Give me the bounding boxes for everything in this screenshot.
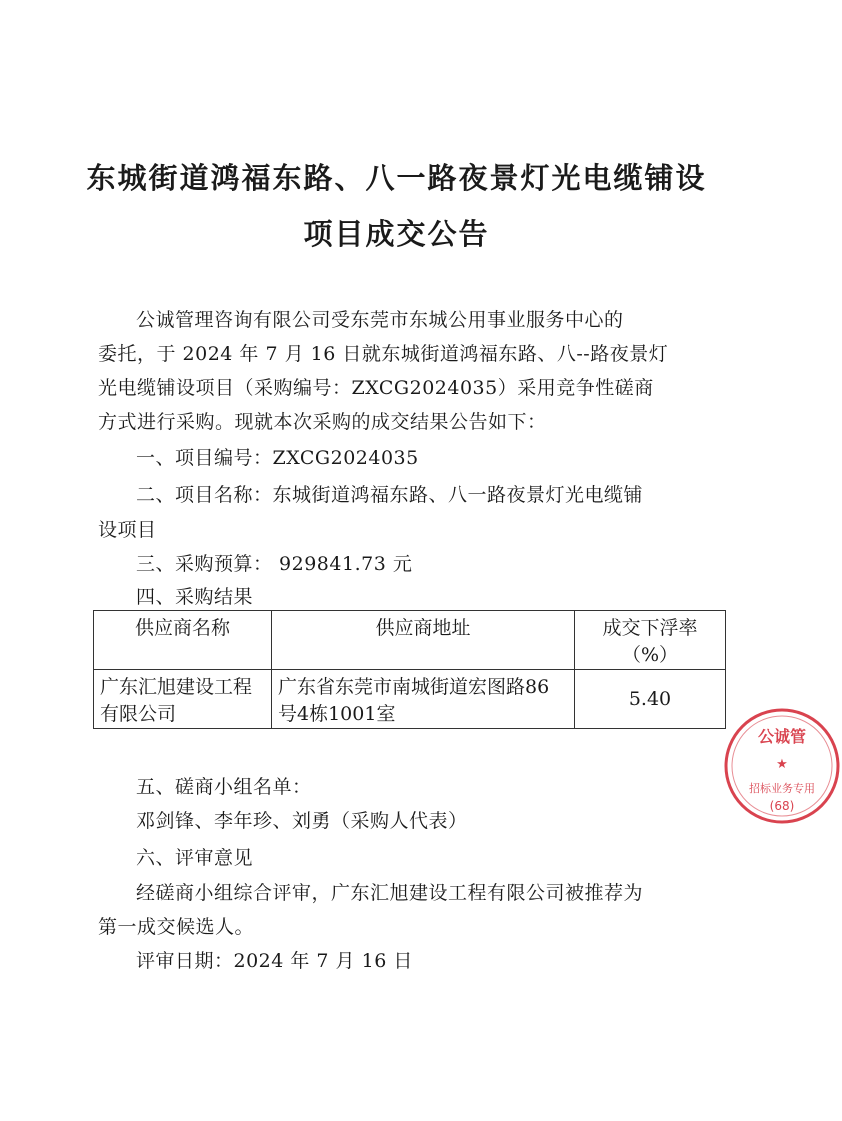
table-header-row <box>94 611 726 670</box>
panel-heading: 五、磋商小组名单： <box>136 776 312 798</box>
svg-text:公诚管: 公诚管 <box>757 727 807 746</box>
header-supplier-address: 供应商地址 <box>272 611 575 670</box>
procurement-budget: 三、采购预算： 929841.73 元 <box>136 553 413 575</box>
intro-line-2: 委托，于 2024 年 7 月 16 日就东城街道鸿福东路、八--路夜景灯 <box>98 343 669 365</box>
svg-text:招标业务专用: 招标业务专用 <box>749 782 815 795</box>
review-heading: 六、评审意见 <box>136 847 254 869</box>
supplier-name: 广东汇旭建设工程有限公司 <box>94 670 272 729</box>
supplier-address: 广东省东莞市南城街道宏图路86号4栋1001室 <box>272 670 575 729</box>
title-line-2: 项目成交公告 <box>303 217 490 251</box>
project-name-line-2: 设项目 <box>98 519 157 541</box>
intro-line-1: 公诚管理咨询有限公司受东莞市东城公用事业服务中心的 <box>136 309 624 331</box>
review-text-2: 第一成交候选人。 <box>98 916 255 938</box>
intro-line-3: 光电缆铺设项目（采购编号：ZXCG2024035）采用竞争性磋商 <box>98 377 654 399</box>
header-discount-rate: 成交下浮率（%） <box>575 611 726 670</box>
panel-members: 邓剑锋、李年珍、刘勇（采购人代表） <box>136 810 468 832</box>
result-heading: 四、采购结果 <box>136 586 254 608</box>
review-date: 评审日期：2024 年 7 月 16 日 <box>136 950 413 972</box>
result-table <box>93 610 726 729</box>
table-row <box>94 670 726 729</box>
review-text-1: 经磋商小组综合评审，广东汇旭建设工程有限公司被推荐为 <box>136 882 644 904</box>
svg-text:★: ★ <box>776 757 788 772</box>
header-supplier-name: 供应商名称 <box>94 611 272 670</box>
project-name-line-1: 二、项目名称：东城街道鸿福东路、八一路夜景灯光电缆铺 <box>136 484 644 506</box>
project-number: 一、项目编号：ZXCG2024035 <box>136 447 419 469</box>
discount-rate: 5.40 <box>575 670 726 729</box>
title-line-1: 东城街道鸿福东路、八一路夜景灯光电缆铺设 <box>86 161 707 195</box>
intro-line-4: 方式进行采购。现就本次采购的成交结果公告如下： <box>98 411 547 433</box>
company-seal <box>722 706 842 826</box>
seal-code: (68) <box>769 799 795 813</box>
